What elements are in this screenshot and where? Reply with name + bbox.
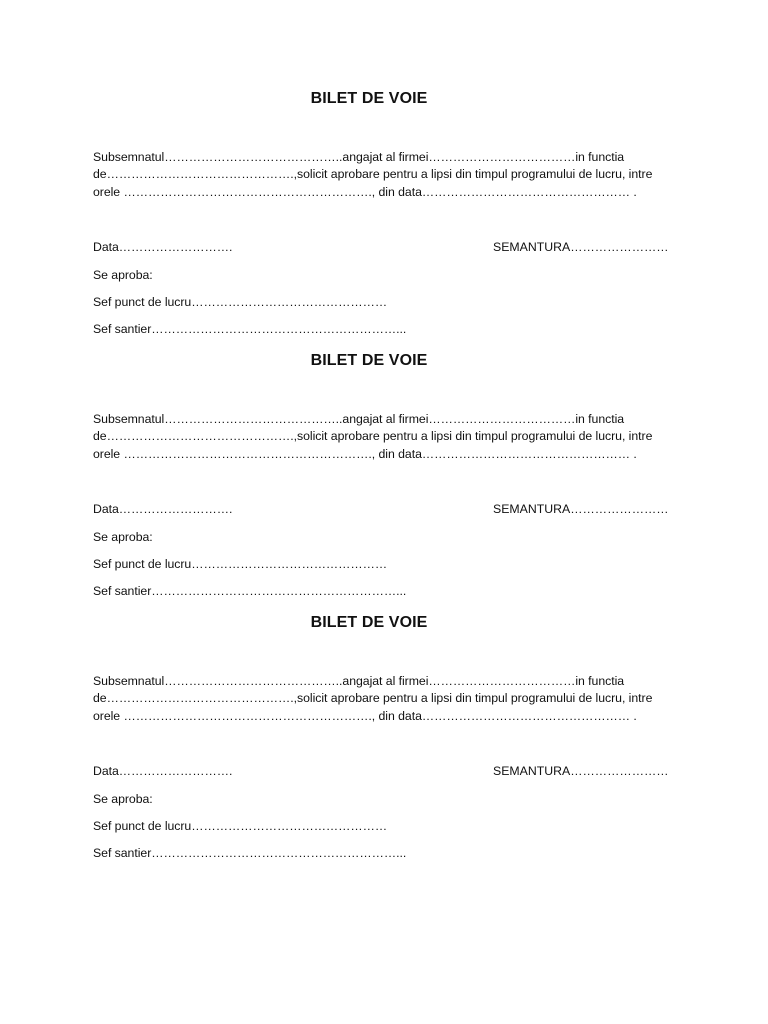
leave-form-1 [0,90,768,352]
body-line-employee: Subsemnatul……………………………………..angajat al firmei………………………………in functia [93,150,625,164]
construction-chief-field-label: Sef santier……………………………………………………... [93,322,407,336]
site-manager-field-label: Sef punct de lucru………………………………………… [93,295,388,309]
approval-label: Se aproba: [93,268,153,282]
body-line-request: de……………………………………….,solicit aprobare pentru a lipsi din timpul programului de lucru, intre [93,429,653,443]
body-line-request: de……………………………………….,solicit aprobare pentru a lipsi din timpul programului de lucru, intre [93,691,653,705]
body-line-hours: orele ……………………………………………………., din data…………………………………………… . [93,447,637,461]
date-field-label: Data………………………. [93,764,233,778]
form-title: BILET DE VOIE [310,90,428,107]
date-field-label: Data………………………. [93,502,233,516]
signature-field-label: SEMANTURA…………………… [493,502,669,516]
construction-chief-field-label: Sef santier……………………………………………………... [93,584,407,598]
leave-form-2 [0,352,768,614]
leave-form-3 [0,614,768,876]
body-line-request: de……………………………………….,solicit aprobare pentru a lipsi din timpul programului de lucru, intre [93,167,653,181]
form-title: BILET DE VOIE [310,352,428,369]
signature-field-label: SEMANTURA…………………… [493,240,669,254]
approval-label: Se aproba: [93,792,153,806]
form-title: BILET DE VOIE [310,614,428,631]
signature-field-label: SEMANTURA…………………… [493,764,669,778]
approval-label: Se aproba: [93,530,153,544]
construction-chief-field-label: Sef santier……………………………………………………... [93,846,407,860]
date-field-label: Data………………………. [93,240,233,254]
body-line-employee: Subsemnatul……………………………………..angajat al firmei………………………………in functia [93,412,625,426]
site-manager-field-label: Sef punct de lucru………………………………………… [93,557,388,571]
body-line-employee: Subsemnatul……………………………………..angajat al firmei………………………………in functia [93,674,625,688]
site-manager-field-label: Sef punct de lucru………………………………………… [93,819,388,833]
body-line-hours: orele ……………………………………………………., din data…………………………………………… . [93,185,637,199]
body-line-hours: orele ……………………………………………………., din data…………………………………………… . [93,709,637,723]
